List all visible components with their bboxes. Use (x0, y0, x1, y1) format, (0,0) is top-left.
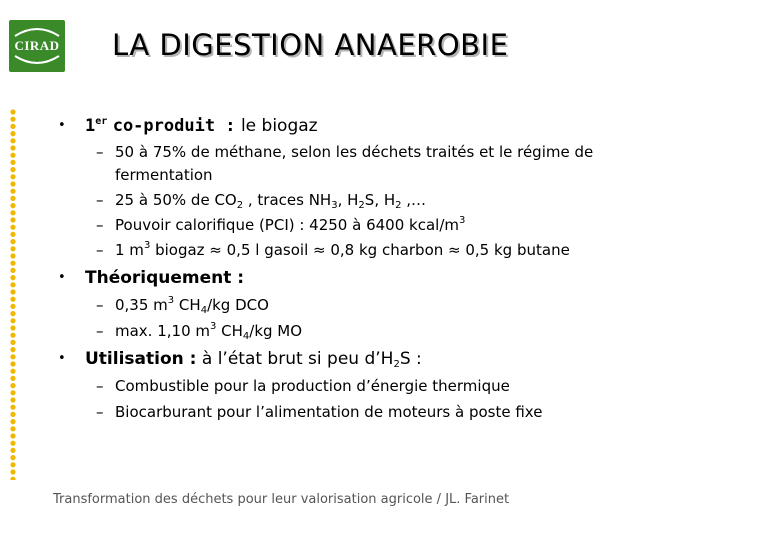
bullet-label: co-produit : (112, 116, 236, 136)
border-dot (10, 131, 15, 136)
border-dot (10, 318, 15, 323)
border-dot (10, 390, 15, 395)
border-dot (10, 477, 15, 480)
bullet-theoriquement (58, 268, 244, 288)
border-dot (10, 325, 15, 330)
subscript: 3 (331, 200, 338, 211)
superscript: 3 (210, 321, 217, 332)
dash-marker: – (96, 403, 104, 421)
border-dot (10, 405, 15, 410)
text-part: S, H (364, 191, 396, 209)
border-dot (10, 397, 15, 402)
logo-text: CIRAD (14, 38, 60, 53)
sub-item-dco (96, 296, 269, 314)
border-dot (10, 433, 15, 438)
subscript: 4 (242, 331, 250, 342)
border-dot (10, 369, 15, 374)
sub-item-methane-continued (115, 166, 213, 184)
border-dot (10, 117, 15, 122)
border-dot (10, 383, 15, 388)
text-part: 1 m (115, 241, 144, 259)
text-part: biogaz ≈ 0,5 l gasoil ≈ 0,8 kg charbon ≈ 0,5 kg butane (150, 241, 570, 259)
page-title: LA DIGESTION ANAEROBIE (112, 28, 509, 62)
subscript: 2 (358, 200, 365, 211)
sub-item-text: Combustible pour la production d’énergie thermique (115, 377, 510, 395)
border-dot (10, 297, 15, 302)
subscript: 2 (393, 359, 400, 370)
border-dot (10, 441, 15, 446)
sub-item-text: fermentation (115, 166, 213, 184)
bullet-utilisation (58, 349, 422, 369)
text-part: S : (399, 349, 422, 369)
bullet-coproduit (58, 116, 318, 136)
bullet-marker: • (58, 351, 66, 366)
sub-item-mo (96, 322, 302, 340)
border-dot (10, 455, 15, 460)
border-dot (10, 347, 15, 352)
border-dot (10, 181, 15, 186)
border-dot (10, 124, 15, 129)
border-dot (10, 225, 15, 230)
ordinal-number: 1 (85, 116, 96, 136)
bullet-marker: • (58, 270, 66, 285)
dash-marker: – (96, 143, 104, 161)
border-dot (10, 354, 15, 359)
border-dot (10, 167, 15, 172)
border-dot (10, 196, 15, 201)
sub-item-biocarburant (96, 403, 542, 421)
text-part: CH (174, 296, 201, 314)
border-dot (10, 376, 15, 381)
text-part: /kg DCO (207, 296, 269, 314)
border-dot (10, 138, 15, 143)
sub-item-co2 (96, 191, 426, 209)
border-dot (10, 361, 15, 366)
text-part: CH (216, 322, 243, 340)
border-dot (10, 282, 15, 287)
border-dot (10, 160, 15, 165)
bullet-marker: • (58, 118, 66, 133)
sub-item-methane (96, 143, 593, 161)
text-part: 25 à 50% de CO (115, 191, 237, 209)
text-part: Pouvoir calorifique (PCI) : 4250 à 6400 kcal/m (115, 216, 459, 234)
dash-marker: – (96, 377, 104, 395)
subscript: 2 (395, 200, 402, 211)
border-dot (10, 412, 15, 417)
border-dot (10, 311, 15, 316)
border-dot (10, 246, 15, 251)
border-dot (10, 462, 15, 467)
sub-item-equivalence (96, 241, 570, 259)
border-dot (10, 333, 15, 338)
border-dot (10, 217, 15, 222)
text-part: à l’état brut si peu d’H (196, 349, 394, 369)
border-dot (10, 174, 15, 179)
border-dot (10, 261, 15, 266)
sub-item-text: 50 à 75% de méthane, selon les déchets traités et le régime de (115, 143, 594, 161)
border-dot (10, 239, 15, 244)
text-part: , traces NH (243, 191, 332, 209)
decorative-dotted-border (9, 108, 17, 480)
text-part: 0,35 m (115, 296, 168, 314)
border-dot (10, 419, 15, 424)
dash-marker: – (96, 322, 104, 340)
border-dot (10, 268, 15, 273)
text-part: ,… (401, 191, 427, 209)
border-dot (10, 304, 15, 309)
border-dot (10, 289, 15, 294)
cirad-logo (9, 20, 65, 72)
superscript: 3 (143, 240, 151, 251)
text-part: /kg MO (249, 322, 303, 340)
border-dot (10, 340, 15, 345)
border-dot (10, 109, 15, 114)
superscript: 3 (167, 295, 175, 306)
text-part: max. 1,10 m (115, 322, 210, 340)
border-dot (10, 253, 15, 258)
border-dot (10, 448, 15, 453)
dash-marker: – (96, 241, 104, 259)
border-dot (10, 210, 15, 215)
ordinal-suffix: er (95, 116, 108, 127)
bullet-label: Utilisation : (85, 349, 197, 369)
dash-marker: – (96, 296, 104, 314)
footer-credit: Transformation des déchets pour leur valorisation agricole / JL. Farinet (53, 492, 510, 507)
border-dot (10, 232, 15, 237)
bullet-text: le biogaz (240, 116, 318, 136)
border-dot (10, 153, 15, 158)
border-dot (10, 275, 15, 280)
sub-item-pci (96, 216, 465, 234)
border-dot (10, 189, 15, 194)
border-dot (10, 145, 15, 150)
text-part: , H (337, 191, 359, 209)
border-dot (10, 469, 15, 474)
subscript: 2 (236, 200, 244, 211)
dash-marker: – (96, 216, 104, 234)
border-dot (10, 203, 15, 208)
sub-item-combustible (96, 377, 510, 395)
sub-item-text: Biocarburant pour l’alimentation de moteurs à poste fixe (115, 403, 543, 421)
border-dot (10, 426, 15, 431)
bullet-label: Théoriquement : (85, 268, 245, 288)
dash-marker: – (96, 191, 104, 209)
superscript: 3 (458, 215, 466, 226)
subscript: 4 (200, 305, 208, 316)
